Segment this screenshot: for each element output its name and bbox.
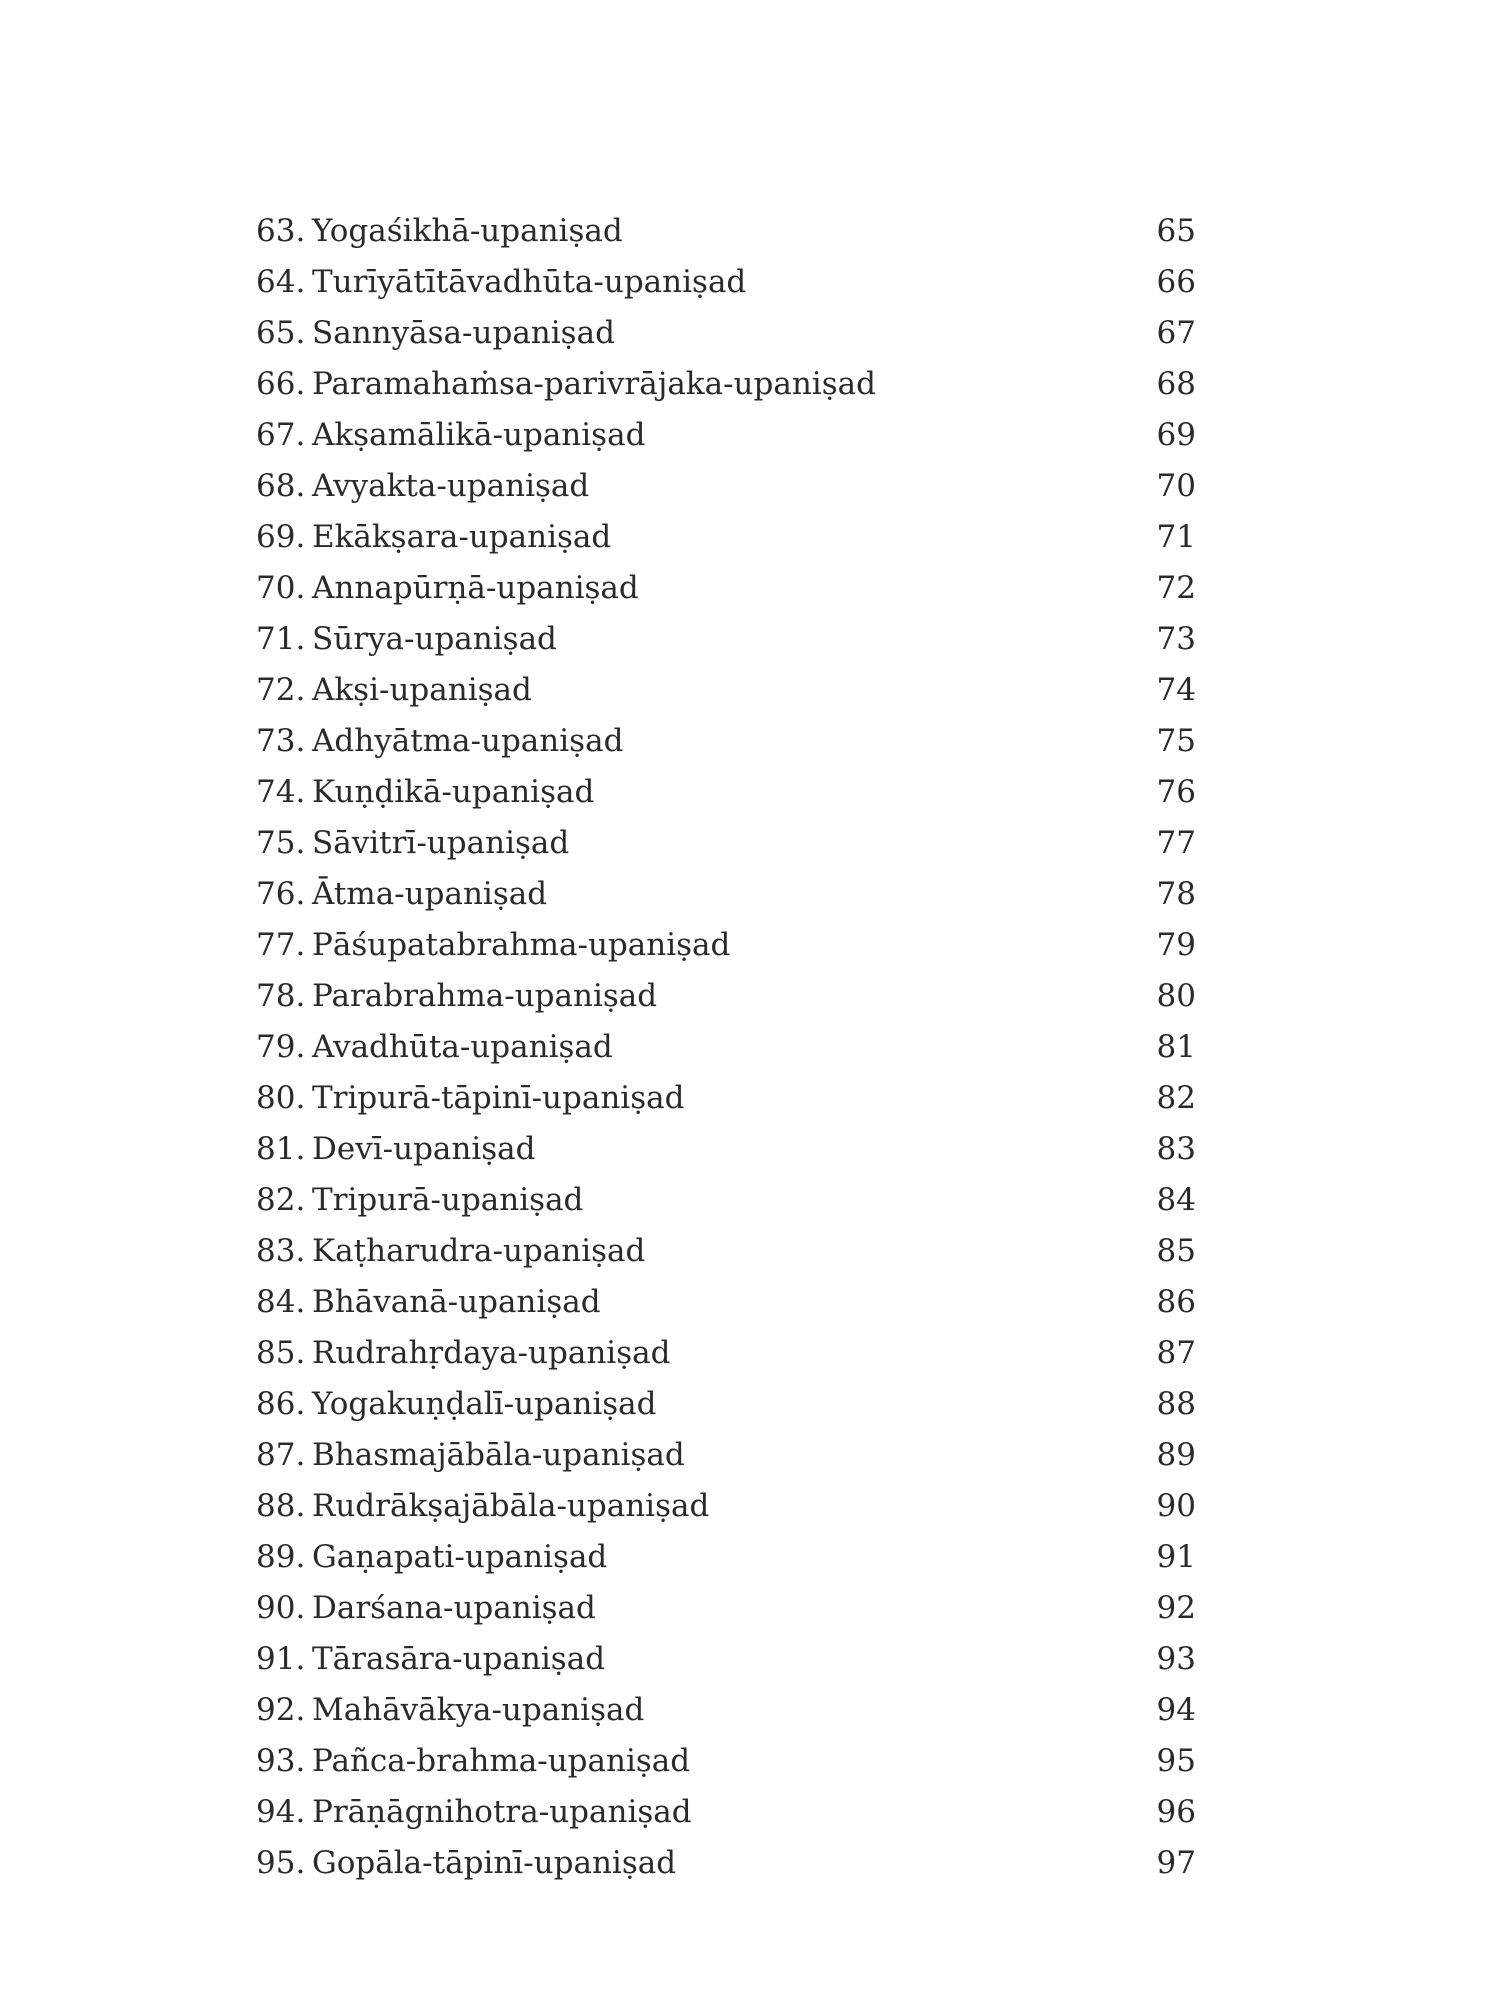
entry-number: 92.	[256, 1692, 306, 1728]
entry-page-number: 68	[1156, 366, 1196, 402]
toc-row	[256, 1277, 1196, 1328]
entry-title: Avadhūta-upaniṣad	[312, 1029, 613, 1065]
entry-number: 76.	[256, 876, 306, 912]
entry-page-number: 90	[1156, 1488, 1196, 1524]
entry-page-number: 69	[1156, 417, 1196, 453]
entry-number: 73.	[256, 723, 306, 759]
entry-page-number: 79	[1156, 927, 1196, 963]
entry-page-number: 82	[1156, 1080, 1196, 1116]
entry-title: Sannyāsa-upaniṣad	[312, 315, 615, 351]
entry-title: Akṣamālikā-upaniṣad	[312, 417, 646, 453]
entry-number: 80.	[256, 1080, 306, 1116]
table-of-contents	[256, 206, 1196, 1889]
toc-row	[256, 1787, 1196, 1838]
entry-number: 68.	[256, 468, 306, 504]
toc-row	[256, 665, 1196, 716]
entry-title: Rudrākṣajābāla-upaniṣad	[312, 1488, 710, 1524]
entry-number: 85.	[256, 1335, 306, 1371]
toc-row	[256, 1430, 1196, 1481]
toc-row	[256, 614, 1196, 665]
entry-page-number: 91	[1156, 1539, 1196, 1575]
toc-row	[256, 257, 1196, 308]
entry-page-number: 73	[1156, 621, 1196, 657]
entry-page-number: 93	[1156, 1641, 1196, 1677]
entry-number: 89.	[256, 1539, 306, 1575]
entry-page-number: 89	[1156, 1437, 1196, 1473]
entry-title: Ekākṣara-upaniṣad	[312, 519, 612, 555]
toc-row	[256, 920, 1196, 971]
entry-page-number: 80	[1156, 978, 1196, 1014]
toc-row	[256, 869, 1196, 920]
entry-title: Sūrya-upaniṣad	[312, 621, 557, 657]
entry-title: Yogakuṇḍalī-upaniṣad	[312, 1386, 657, 1422]
entry-number: 74.	[256, 774, 306, 810]
toc-row	[256, 512, 1196, 563]
entry-number: 83.	[256, 1233, 306, 1269]
entry-title: Mahāvākya-upaniṣad	[312, 1692, 645, 1728]
toc-row	[256, 1226, 1196, 1277]
entry-title: Annapūrṇā-upaniṣad	[312, 570, 639, 606]
entry-title: Adhyātma-upaniṣad	[312, 723, 624, 759]
toc-row	[256, 1124, 1196, 1175]
entry-title: Kaṭharudra-upaniṣad	[312, 1233, 646, 1269]
entry-title: Avyakta-upaniṣad	[312, 468, 590, 504]
toc-row	[256, 1328, 1196, 1379]
entry-page-number: 76	[1156, 774, 1196, 810]
entry-number: 93.	[256, 1743, 306, 1779]
entry-page-number: 92	[1156, 1590, 1196, 1626]
entry-page-number: 66	[1156, 264, 1196, 300]
toc-row	[256, 767, 1196, 818]
entry-page-number: 84	[1156, 1182, 1196, 1218]
entry-title: Devī-upaniṣad	[312, 1131, 536, 1167]
toc-row	[256, 1022, 1196, 1073]
entry-number: 77.	[256, 927, 306, 963]
toc-row	[256, 1532, 1196, 1583]
entry-number: 84.	[256, 1284, 306, 1320]
entry-page-number: 71	[1156, 519, 1196, 555]
toc-row	[256, 1481, 1196, 1532]
entry-page-number: 81	[1156, 1029, 1196, 1065]
entry-number: 81.	[256, 1131, 306, 1167]
entry-page-number: 88	[1156, 1386, 1196, 1422]
entry-title: Paramahaṁsa-parivrājaka-upaniṣad	[312, 366, 876, 402]
toc-row	[256, 206, 1196, 257]
entry-page-number: 83	[1156, 1131, 1196, 1167]
entry-number: 69.	[256, 519, 306, 555]
entry-title: Yogaśikhā-upaniṣad	[312, 213, 623, 249]
entry-number: 95.	[256, 1845, 306, 1881]
entry-page-number: 78	[1156, 876, 1196, 912]
entry-page-number: 95	[1156, 1743, 1196, 1779]
entry-title: Bhāvanā-upaniṣad	[312, 1284, 601, 1320]
toc-row	[256, 359, 1196, 410]
entry-title: Prāṇāgnihotra-upaniṣad	[312, 1794, 692, 1830]
entry-number: 82.	[256, 1182, 306, 1218]
entry-page-number: 86	[1156, 1284, 1196, 1320]
entry-number: 78.	[256, 978, 306, 1014]
toc-row	[256, 308, 1196, 359]
entry-page-number: 97	[1156, 1845, 1196, 1881]
entry-title: Pañca-brahma-upaniṣad	[312, 1743, 691, 1779]
toc-row	[256, 461, 1196, 512]
entry-title: Parabrahma-upaniṣad	[312, 978, 658, 1014]
entry-page-number: 70	[1156, 468, 1196, 504]
entry-title: Gopāla-tāpinī-upaniṣad	[312, 1845, 677, 1881]
entry-number: 87.	[256, 1437, 306, 1473]
entry-page-number: 67	[1156, 315, 1196, 351]
toc-row	[256, 1583, 1196, 1634]
entry-title: Tripurā-upaniṣad	[312, 1182, 584, 1218]
entry-page-number: 94	[1156, 1692, 1196, 1728]
entry-number: 72.	[256, 672, 306, 708]
toc-row	[256, 1379, 1196, 1430]
entry-number: 64.	[256, 264, 306, 300]
entry-title: Rudrahṛdaya-upaniṣad	[312, 1335, 671, 1371]
entry-number: 94.	[256, 1794, 306, 1830]
toc-row	[256, 1175, 1196, 1226]
toc-row	[256, 410, 1196, 461]
toc-row	[256, 1838, 1196, 1889]
toc-row	[256, 971, 1196, 1022]
entry-title: Akṣi-upaniṣad	[312, 672, 532, 708]
entry-number: 70.	[256, 570, 306, 606]
entry-number: 79.	[256, 1029, 306, 1065]
toc-row	[256, 563, 1196, 614]
toc-row	[256, 818, 1196, 869]
entry-number: 86.	[256, 1386, 306, 1422]
entry-title: Tārasāra-upaniṣad	[312, 1641, 606, 1677]
entry-title: Sāvitrī-upaniṣad	[312, 825, 570, 861]
entry-page-number: 75	[1156, 723, 1196, 759]
entry-page-number: 74	[1156, 672, 1196, 708]
entry-number: 90.	[256, 1590, 306, 1626]
entry-number: 88.	[256, 1488, 306, 1524]
entry-page-number: 96	[1156, 1794, 1196, 1830]
toc-row	[256, 1073, 1196, 1124]
entry-number: 67.	[256, 417, 306, 453]
entry-page-number: 65	[1156, 213, 1196, 249]
entry-title: Turīyātītāvadhūta-upaniṣad	[312, 264, 747, 300]
entry-title: Tripurā-tāpinī-upaniṣad	[312, 1080, 685, 1116]
entry-title: Ātma-upaniṣad	[312, 876, 548, 912]
toc-row	[256, 1634, 1196, 1685]
entry-number: 91.	[256, 1641, 306, 1677]
entry-number: 66.	[256, 366, 306, 402]
entry-page-number: 85	[1156, 1233, 1196, 1269]
toc-row	[256, 716, 1196, 767]
entry-page-number: 87	[1156, 1335, 1196, 1371]
entry-title: Darśana-upaniṣad	[312, 1590, 596, 1626]
entry-title: Pāśupatabrahma-upaniṣad	[312, 927, 731, 963]
entry-number: 65.	[256, 315, 306, 351]
entry-number: 71.	[256, 621, 306, 657]
entry-title: Bhasmajābāla-upaniṣad	[312, 1437, 685, 1473]
entry-number: 75.	[256, 825, 306, 861]
entry-number: 63.	[256, 213, 306, 249]
entry-title: Kuṇḍikā-upaniṣad	[312, 774, 595, 810]
entry-page-number: 72	[1156, 570, 1196, 606]
entry-page-number: 77	[1156, 825, 1196, 861]
toc-row	[256, 1685, 1196, 1736]
entry-title: Gaṇapati-upaniṣad	[312, 1539, 608, 1575]
toc-row	[256, 1736, 1196, 1787]
